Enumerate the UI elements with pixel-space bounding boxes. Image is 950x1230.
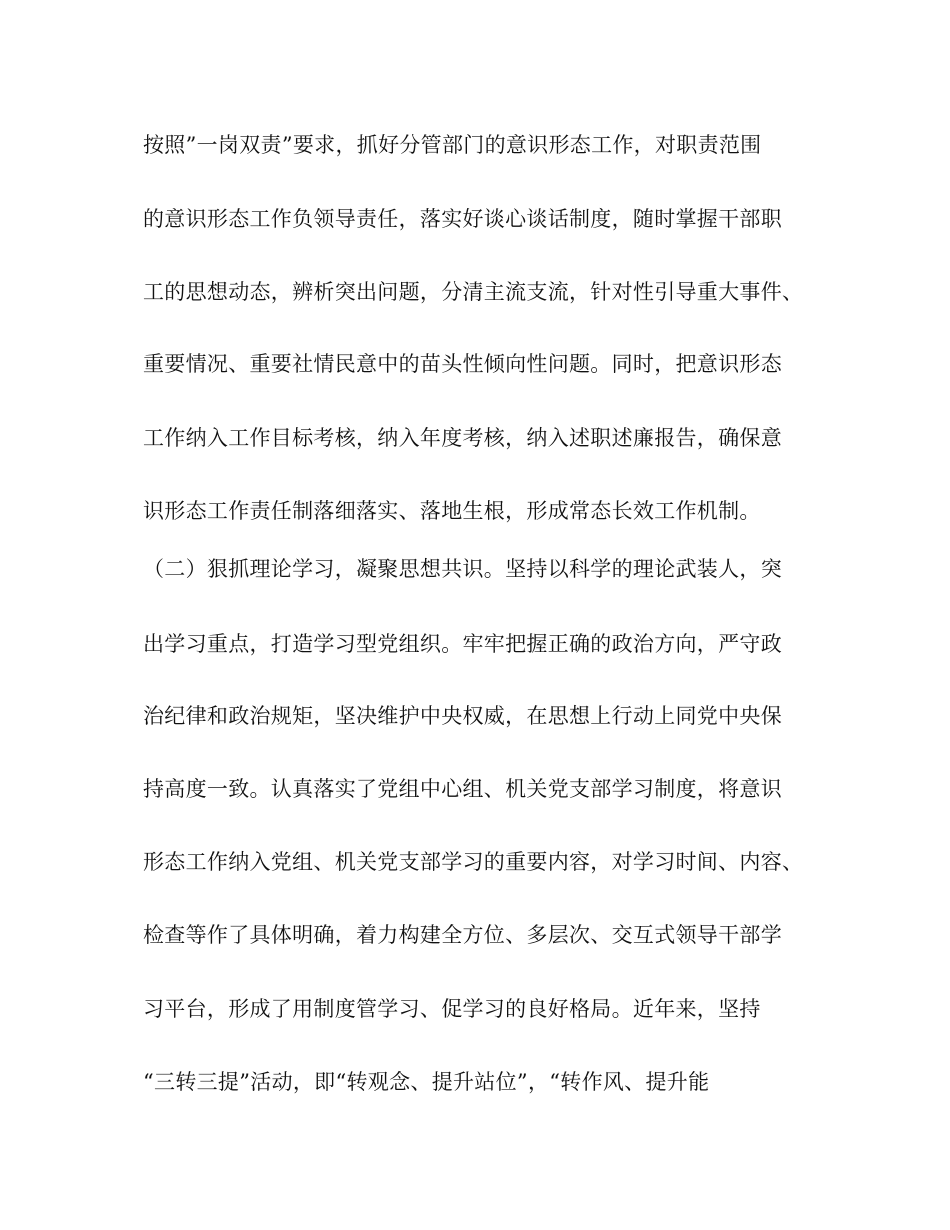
paragraph-line-3: 工的思想动态，辨析突出问题，分清主流支流，针对性引导重大事件、 — [143, 280, 804, 304]
paragraph-line-10: 持高度一致。认真落实了党组中心组、机关党支部学习制度，将意识 — [143, 777, 782, 801]
paragraph-line-13: 习平台，形成了用制度管学习、促学习的良好格局。近年来，坚持 — [143, 997, 761, 1021]
paragraph-line-11: 形态工作纳入党组、机关党支部学习的重要内容，对学习时间、内容、 — [143, 850, 804, 874]
paragraph-line-1: 按照”一岗双责”要求，抓好分管部门的意识形态工作，对职责范围 — [143, 133, 762, 157]
paragraph-line-2: 的意识形态工作负领导责任，落实好谈心谈话制度，随时掌握干部职 — [143, 207, 782, 231]
paragraph-line-6: 识形态工作责任制落细落实、落地生根，形成常态长效工作机制。 — [143, 499, 761, 523]
paragraph-line-9: 治纪律和政治规矩，坚决维护中央权威，在思想上行动上同党中央保 — [143, 704, 782, 728]
paragraph-line-5: 工作纳入工作目标考核，纳入年度考核，纳入述职述廉报告，确保意 — [143, 426, 782, 450]
paragraph-line-12: 检查等作了具体明确，着力构建全方位、多层次、交互式领导干部学 — [143, 923, 782, 947]
paragraph-line-4: 重要情况、重要社情民意中的苗头性倾向性问题。同时，把意识形态 — [143, 352, 782, 376]
section-heading-line: （二）狠抓理论学习，凝聚思想共识。坚持以科学的理论武装人，突 — [143, 557, 782, 581]
paragraph-line-14: “三转三提”活动，即“转观念、提升站位”，“转作风、提升能 — [143, 1070, 710, 1094]
paragraph-line-8: 出学习重点，打造学习型党组织。牢牢把握正确的政治方向，严守政 — [143, 632, 782, 656]
